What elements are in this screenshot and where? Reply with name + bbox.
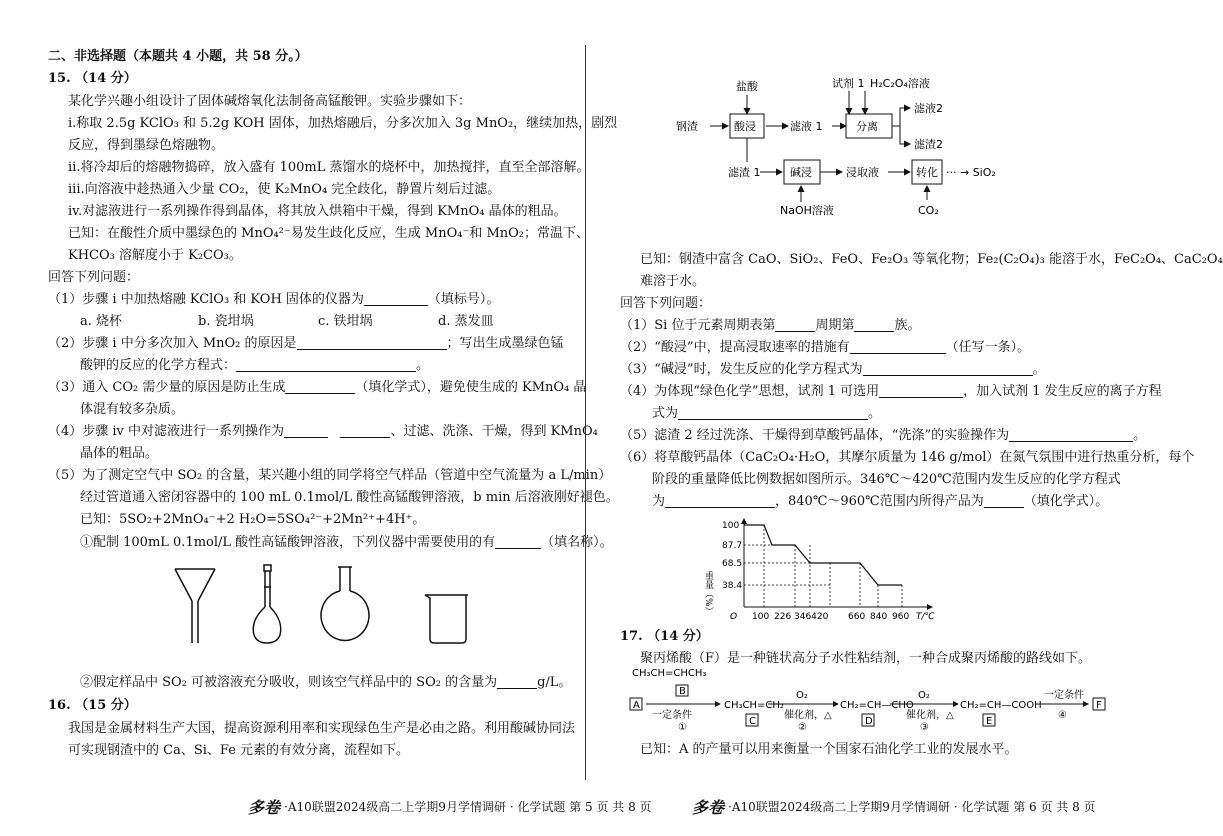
answer-blank[interactable]: [665, 495, 775, 508]
answer-blank[interactable]: [497, 676, 537, 689]
footer-text: ·A10联盟2024级高二上学期9月学情调研 · 化学试题 第 5 页 共 8 页: [284, 800, 652, 814]
acid-leach-box: 酸浸: [734, 120, 756, 133]
q16-sub6-line2: 阶段的重量降低比例数据如图所示。346℃～420℃范围内发生反应的化学方程式: [652, 472, 1121, 487]
section-title: 二、非选择题（本题共 4 小题，共 58 分。）: [48, 49, 308, 64]
compound-b-box: B: [679, 686, 686, 697]
q17-header: 17. （14 分）: [620, 629, 709, 644]
brand-logo: 多卷: [692, 798, 725, 817]
c-formula: CH₃CH=CH₂: [724, 700, 784, 711]
q16-sub4-mid: ，加入试剂 1 发生反应的离子方程: [963, 384, 1162, 399]
q15-step-i-2: 反应，得到墨绿色熔融物。: [68, 138, 225, 153]
q15-sub1-tail: （填标号）。: [427, 292, 500, 307]
catalyst-step3: 催化剂，△: [906, 710, 954, 721]
q15-sub5-line1: （5）为了测定空气中 SO₂ 的含量，某兴趣小组的同学将空气样品（管道中空气流量为 a L/min）: [48, 468, 612, 483]
q16-sub1-text: （1）Si 位于元素周期表第: [620, 318, 776, 333]
tga-figure: [703, 515, 946, 625]
q16-sub6-mid: ，840℃～960℃范围内所得产品为: [775, 494, 984, 509]
q15-header: 15. （14 分）: [48, 71, 137, 86]
q16-sub3-end: 。: [1032, 362, 1046, 377]
answer-blank[interactable]: [850, 341, 946, 354]
q16-sub1-mid: 周期第: [815, 318, 855, 333]
naoh-label: NaOH溶液: [780, 204, 834, 217]
q16-header: 16. （15 分）: [48, 698, 137, 713]
q15-sub2-line2: [80, 359, 429, 372]
e-formula: CH₂=CH—COOH: [960, 700, 1042, 711]
q15-sub5-unit: g/L。: [537, 675, 572, 690]
o2-label-step3: O₂: [918, 690, 930, 701]
answer-blank[interactable]: [879, 385, 963, 398]
q16-sub3: [620, 363, 1046, 376]
sio2-product: ··· → SiO₂: [946, 166, 996, 179]
y-tick: 38.4: [722, 581, 743, 591]
footer-left: [248, 795, 652, 818]
compound-a-box: A: [633, 700, 640, 711]
q15-step-ii: ii.将冷却后的熔融物捣碎，放入盛有 100mL 蒸馏水的烧杯中，加热搅拌，直至全部溶解。: [68, 160, 590, 175]
q15-step-iii: iii.向溶液中趁热通入少量 CO₂，使 K₂MnO₄ 完全歧化，静置片刻后过滤。: [68, 182, 501, 197]
filtrate2-label: 滤液2: [914, 102, 943, 115]
q15-sub4: [48, 425, 598, 438]
option-b: b. 瓷坩埚: [198, 314, 254, 329]
q16-sub2: [620, 341, 1030, 354]
residue2-label: 滤渣2: [914, 138, 943, 151]
compound-e-box: E: [986, 716, 993, 727]
q16-sub4-line2: [652, 407, 881, 420]
q16-sub6-line3: [652, 495, 1108, 508]
hcl-label: 盐酸: [736, 80, 758, 93]
x-tick: 346420: [794, 612, 829, 622]
compound-c-box: C: [749, 716, 756, 727]
q16-sub4-text: （4）为体现“绿色化学”思想，试剂 1 可选用: [620, 384, 880, 399]
alkali-leach-box: 碱浸: [790, 166, 812, 179]
x-axis-label: T/℃: [916, 612, 935, 622]
q16-sub1: [620, 319, 921, 332]
brand-logo: 多卷: [248, 798, 281, 817]
q16-sub6-line1: （6）将草酸钙晶体（CaC₂O₄·H₂O，其摩尔质量为 146 g/mol）在氮气氛围中进行热重分析，每个: [620, 450, 1195, 465]
answer-blank[interactable]: [1009, 429, 1133, 442]
filtrate1-label: 滤液 1: [790, 120, 823, 133]
condition-step1: 一定条件: [652, 710, 692, 721]
q16-sub6-tail: （填化学式）。: [1023, 494, 1109, 509]
q15-sub4-line2: 晶体的粗品。: [80, 446, 159, 461]
q15-sub2-end: 。: [416, 358, 430, 373]
answer-blank[interactable]: [297, 337, 447, 350]
x-tick: 226: [774, 612, 792, 622]
q16-sub6-prompt: 为: [652, 494, 666, 509]
answer-blank[interactable]: [775, 319, 815, 332]
answer-blank[interactable]: [678, 407, 868, 420]
q16-intro-2: 可实现钢渣中的 Ca、Si、Fe 元素的有效分离，流程如下。: [68, 743, 410, 758]
d-formula: CH₂=CH—CHO: [840, 700, 914, 711]
q15-sub5-tail: （填名称）。: [541, 535, 613, 550]
step1-number: ①: [678, 722, 687, 733]
q16-sub2-text: （2）“酸浸”中，提高浸取速率的措施有: [620, 340, 850, 355]
step3-number: ③: [920, 722, 929, 733]
q16-sub3-text: （3）“碱浸”时，发生反应的化学方程式为: [620, 362, 863, 377]
round-bottom-flask-icon: [321, 567, 369, 640]
option-c: c. 铁坩埚: [318, 314, 373, 329]
step4-number: ④: [1058, 710, 1067, 721]
condition-step4: 一定条件: [1044, 690, 1084, 701]
answer-blank[interactable]: [863, 363, 1033, 376]
q15-known-1: 已知：在酸性介质中墨绿色的 MnO₄²⁻易发生歧化反应，生成 MnO₄⁻和 MnO₂；常温下、: [68, 226, 589, 241]
q15-step-i-1: i.称取 2.5g KClO₃ 和 5.2g KOH 固体，加热熔融后，分多次加入 3g MnO₂，继续加热，剧烈: [68, 116, 618, 131]
answer-blank[interactable]: [340, 425, 390, 438]
q16-sub1-tail: 族。: [894, 318, 921, 333]
convert-box: 转化: [916, 166, 938, 179]
compound-d-box: D: [865, 716, 873, 727]
q16-sub5-text: （5）滤渣 2 经过洗涤、干燥得到草酸钙晶体，“洗涤”的实验操作为: [620, 428, 1010, 443]
answer-prompt-right: 回答下列问题：: [620, 296, 712, 311]
q15-sub5-line4: [80, 536, 613, 549]
q15-sub4-tail: 、过滤、洗涤、干燥，得到 KMnO₄: [390, 424, 598, 439]
separate-box: 分离: [856, 120, 878, 133]
q16-known-1: 已知：钢渣中富含 CaO、SiO₂、FeO、Fe₂O₃ 等氧化物；Fe₂(C₂O₄)₃ 能溶于水，FeC₂O₄、CaC₂O₄: [640, 252, 1223, 267]
answer-blank[interactable]: [285, 381, 355, 394]
residue1-label: 滤渣 1: [728, 166, 761, 179]
b-formula: CH₃CH=CHCH₃: [632, 668, 707, 679]
answer-blank[interactable]: [984, 495, 1024, 508]
x-tick: 100: [752, 612, 770, 622]
tga-curve: [744, 525, 902, 585]
q15-sub5-line3: 已知：5SO₂+2MnO₄⁻+2 H₂O=5SO₄²⁻+2Mn²⁺+4H⁺。: [80, 512, 426, 527]
y-tick: 100: [722, 521, 740, 531]
answer-prompt-left: 回答下列问题：: [48, 270, 140, 285]
oxalic-acid-label: H₂C₂O₄溶液: [870, 77, 930, 90]
funnel-icon: [175, 569, 215, 643]
q16-sub5: [620, 429, 1146, 442]
q16-sub5-end: 。: [1133, 428, 1147, 443]
q15-step-iv: iv.对滤液进行一系列操作得到晶体，将其放入烘箱中干燥，得到 KMnO₄ 晶体的粗品。: [68, 204, 567, 219]
q15-sub1-text: （1）步骤 i 中加热熔融 KClO₃ 和 KOH 固体的仪器为: [48, 292, 364, 307]
q15-intro: 某化学兴趣小组设计了固体碱熔氧化法制备高锰酸钾。实验步骤如下：: [68, 94, 472, 109]
origin-label: O: [730, 612, 738, 622]
co2-label: CO₂: [918, 204, 939, 217]
q15-sub5-prompt: ①配制 100mL 0.1mol/L 酸性高锰酸钾溶液，下列仪器中需要使用的有: [80, 535, 496, 550]
x-tick: 660: [848, 612, 866, 622]
q16-known-2: 难溶于水。: [640, 274, 706, 289]
q15-sub5-line2: 经过管道通入密闭容器中的 100 mL 0.1mol/L 酸性高锰酸钾溶液，b min 后溶液刚好褪色。: [80, 490, 619, 505]
footer-right: [692, 795, 1096, 818]
q15-sub2-equation-prompt: 酸钾的反应的化学方程式：: [80, 358, 237, 373]
answer-blank[interactable]: [284, 425, 328, 438]
synthesis-route: [628, 666, 1128, 734]
q16-sub2-tail: （任写一条）。: [945, 340, 1031, 355]
q15-sub4-text: （4）步骤 iv 中对滤液进行一系列操作为: [48, 424, 285, 439]
leachate-label: 浸取液: [846, 166, 879, 179]
compound-f-box: F: [1096, 700, 1102, 711]
answer-blank[interactable]: [236, 359, 416, 372]
process-flowchart: [620, 40, 1130, 230]
q15-sub3-tail: （填化学式），避免使生成的 KMnO₄ 晶: [355, 380, 587, 395]
y-tick: 68.5: [722, 559, 743, 569]
q16-sub4-end: 。: [868, 406, 882, 421]
q15-sub5-content-prompt: ②假定样品中 SO₂ 可被溶液充分吸收，则该空气样品中的 SO₂ 的含量为: [80, 675, 498, 690]
option-a: a. 烧杯: [80, 314, 123, 329]
q15-sub2: [48, 337, 564, 350]
q15-sub2-mid: ；写出生成墨绿色锰: [446, 336, 564, 351]
catalyst-step2: 催化剂，△: [784, 710, 832, 721]
option-d: d. 蒸发皿: [438, 314, 494, 329]
q15-known-2: KHCO₃ 溶解度小于 K₂CO₃。: [68, 248, 242, 263]
q15-sub3: [48, 381, 586, 394]
y-axis-label: 重量（%）: [703, 571, 713, 616]
beaker-icon: [425, 595, 468, 643]
q15-sub1: [48, 293, 499, 306]
q15-sub3-text: （3）通入 CO₂ 需少量的原因是防止生成: [48, 380, 286, 395]
q16-sub4-equation-prompt: 式为: [652, 406, 679, 421]
x-tick: 960: [892, 612, 910, 622]
answer-blank[interactable]: [495, 536, 541, 549]
q17-intro: 聚丙烯酸（F）是一种链状高分子水性粘结剂，一种合成聚丙烯酸的路线如下。: [640, 651, 1092, 666]
column-divider: [585, 45, 586, 780]
q15-sub2-text: （2）步骤 i 中分多次加入 MnO₂ 的原因是: [48, 336, 297, 351]
q16-sub4: [620, 385, 1162, 398]
reagent1-label: 试剂 1: [832, 77, 865, 90]
lab-apparatus-figure: [180, 565, 480, 655]
answer-blank[interactable]: [854, 319, 894, 332]
step2-number: ②: [798, 722, 807, 733]
q17-known: 已知：A 的产量可以用来衡量一个国家石油化学工业的发展水平。: [640, 742, 1018, 757]
y-tick: 87.7: [722, 541, 743, 551]
q15-sub3-line2: 体混有较多杂质。: [80, 402, 185, 417]
footer-text: ·A10联盟2024级高二上学期9月学情调研 · 化学试题 第 6 页 共 8 页: [728, 800, 1096, 814]
q15-sub5-line5: [80, 676, 571, 689]
answer-blank[interactable]: [364, 293, 428, 306]
x-tick: 840: [870, 612, 888, 622]
o2-label-step2: O₂: [796, 690, 808, 701]
volumetric-flask-icon: [253, 565, 280, 643]
q16-intro-1: 我国是金属材料生产大国，提高资源利用率和实现绿色生产是必由之路。利用酸碱协同法: [68, 721, 576, 736]
steel-slag-label: 钢渣: [676, 120, 698, 133]
